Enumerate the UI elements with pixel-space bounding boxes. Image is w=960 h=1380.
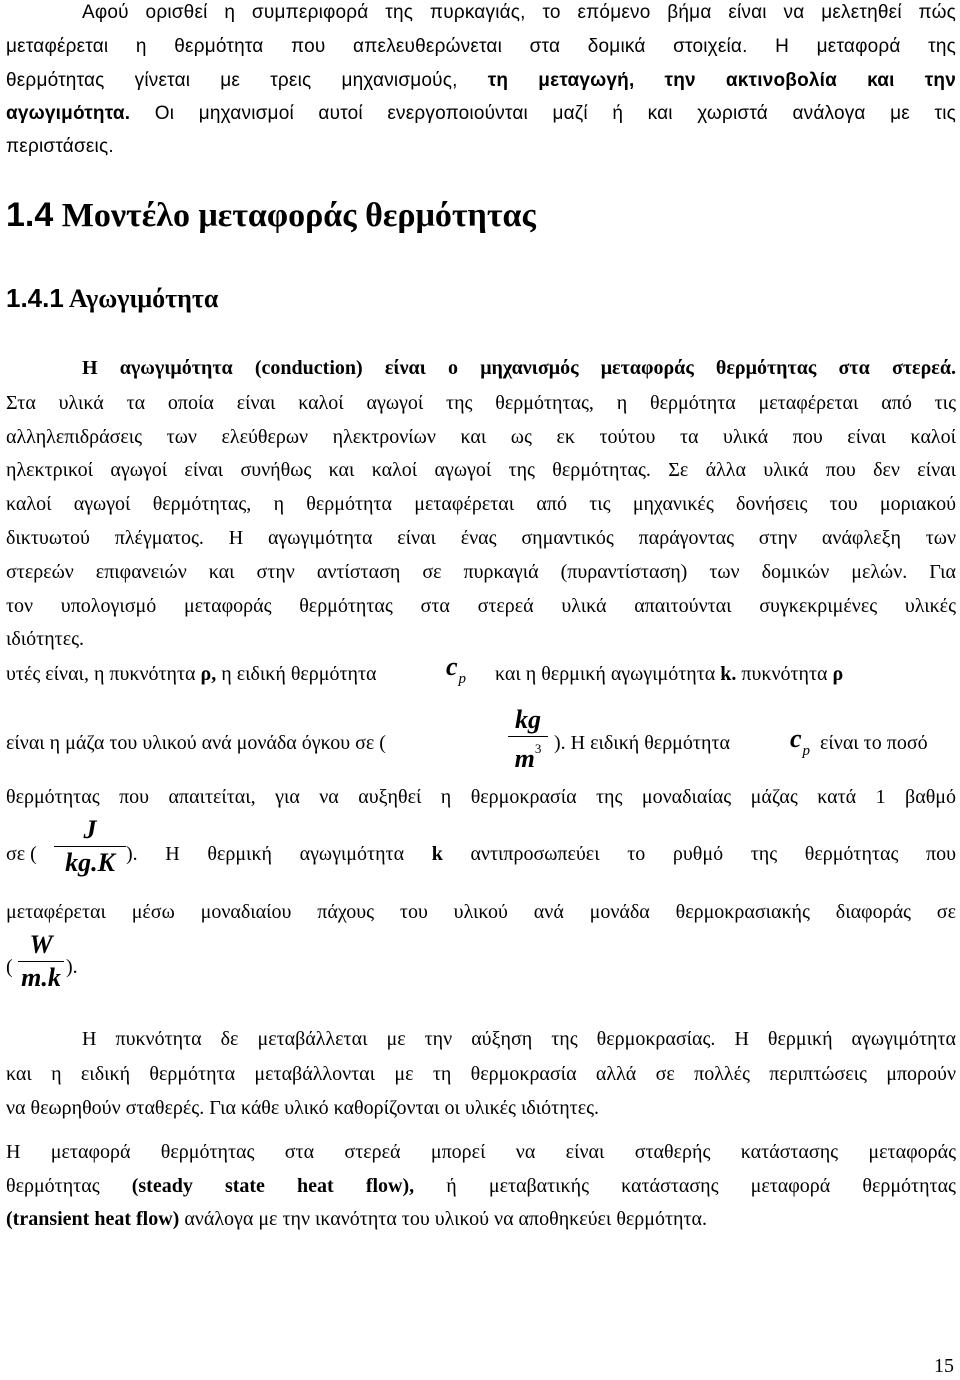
conduction-line-7: τον υπολογισμό μεταφοράς θερμότητας στα στερεά υλικά απαιτούνται συγκεκριμένες υλικές	[6, 595, 956, 617]
specific-heat-symbol	[446, 652, 467, 687]
properties-line-1b	[495, 663, 843, 686]
conduction-line-3: ηλεκτρικοί αγωγοί είναι συνήθως και καλοί αγωγοί της θερμότητας. Σε άλλα υλικά που δεν είναι	[6, 459, 956, 481]
fraction-bar	[508, 736, 548, 737]
page-number: 15	[934, 1355, 954, 1377]
steady-line-1: Η μεταφορά θερμότητας στα στερεά μπορεί να είναι σταθερής κατάστασης μεταφοράς	[6, 1141, 956, 1163]
conduction-line-5: δικτυωτού πλέγματος. Η αγωγιμότητα είναι ένας σημαντικός παράγοντας στην ανάφλεξη των	[6, 527, 956, 549]
conduction-line-8: ιδιότητες.	[6, 628, 85, 650]
temperature-line-2: και η ειδική θερμότητα μεταβάλλονται με τη θερμοκρασία αλλά σε πολλές περιπτώσεις μπορούν	[6, 1063, 956, 1085]
conduction-line-1: Στα υλικά τα οποία είναι καλοί αγωγοί της θερμότητας, η θερμότητα μεταφέρεται από τις	[6, 392, 956, 414]
temperature-line-1: Η πυκνότητα δε μεταβάλλεται με την αύξηση της θερμοκρασίας. Η θερμική αγωγιμότητα	[82, 1028, 956, 1050]
properties-line-6b: ).	[66, 956, 78, 978]
properties-line-3: θερμότητας που απαιτείται, για να αυξηθεί η θερμοκρασία της μοναδιαίας μάζας κατά 1 βαθμό	[6, 786, 956, 808]
fraction-bar-2	[54, 846, 126, 847]
subsection-heading	[6, 283, 218, 314]
properties-line-2b: ). Η ειδική θερμότητα	[554, 732, 730, 754]
properties-text-4e: αντιπροσωπεύει το ρυθμό της θερμότητας που	[442, 843, 956, 865]
section-title: Μοντέλο μεταφοράς θερμότητας	[61, 197, 536, 234]
section-number: 1.4	[6, 196, 54, 234]
density-symbol-2: ρ	[832, 663, 844, 685]
properties-text-1c: η ειδική θερμότητα	[216, 663, 377, 685]
heat-unit-fraction	[54, 816, 126, 877]
heat-unit-numerator: J	[83, 815, 97, 844]
density-symbol: ρ,	[200, 663, 217, 685]
density-unit-numerator: kg	[515, 705, 541, 734]
fraction-bar-3	[18, 961, 64, 962]
cp2-c: c	[790, 724, 802, 753]
density-unit-den-m: m	[514, 743, 535, 773]
properties-line-2c: είναι το ποσό	[820, 732, 928, 754]
intro-line-4	[6, 103, 956, 125]
properties-text-1a: υτές είναι, η πυκνότητα	[6, 663, 201, 685]
density-unit-denominator	[514, 741, 542, 773]
intro-line-5: περιστάσεις.	[6, 136, 114, 157]
steady-text-2c: ή μεταβατικής κατάστασης μεταφορά θερμότητας	[414, 1175, 956, 1197]
conductivity-unit-denominator: m.k	[21, 963, 61, 992]
intro-line-1: Αφού ορισθεί η συμπεριφορά της πυρκαγιάς, το επόμενο βήμα είναι να μελετηθεί πώς	[82, 2, 956, 23]
properties-line-2a: είναι η μάζα του υλικού ανά μονάδα όγκου σε (	[6, 732, 386, 754]
intro-line-3	[6, 70, 956, 92]
density-unit-exp: 3	[534, 741, 542, 756]
subsection-number: 1.4.1	[6, 283, 64, 313]
conductivity-symbol: k.	[720, 663, 737, 685]
temperature-line-3: να θεωρηθούν σταθερές. Για κάθε υλικό καθορίζονται οι υλικές ιδιότητες.	[6, 1097, 600, 1119]
conduction-line-2: αλληλεπιδράσεις των ελεύθερων ηλεκτρονίων και ως εκ τούτου τα υλικά που είναι καλοί	[6, 426, 956, 448]
properties-text-1d: και η θερμική αγωγιμότητα	[495, 663, 721, 685]
properties-line-4b	[126, 843, 956, 866]
conduction-lead: Η αγωγιμότητα (conduction) είναι ο μηχανισμός μεταφοράς θερμότητας στα στερεά.	[82, 357, 956, 379]
intro-line-4a: αγωγιμότητα.	[6, 103, 131, 124]
intro-line-3a: θερμότητας γίνεται με τρεις μηχανισμούς,	[6, 70, 488, 91]
conductivity-unit-numerator: W	[29, 930, 53, 959]
conduction-line-6: στερεών επιφανειών και στην αντίσταση σε πυρκαγιά (πυραντίσταση) των δομικών μελών. Για	[6, 561, 956, 583]
intro-line-3b: τη μεταγωγή, την ακτινοβολία και την	[487, 70, 956, 91]
cp-c: c	[446, 652, 458, 681]
steady-line-3	[6, 1208, 956, 1231]
properties-line-4a: σε (	[6, 843, 37, 865]
steady-text-3b: ανάλογα με την ικανότητα του υλικού να αποθηκεύει θερμότητα.	[179, 1208, 708, 1230]
properties-text-4b: ).	[126, 843, 138, 865]
transient-term: (transient heat flow)	[6, 1208, 180, 1230]
steady-text-2a: θερμότητας	[6, 1175, 132, 1197]
conduction-line-4: καλοί αγωγοί θερμότητας, η θερμότητα μεταφέρεται από τις μηχανικές δονήσεις του μοριακού	[6, 493, 956, 515]
cp-p: p	[458, 671, 467, 687]
steady-line-2	[6, 1175, 956, 1198]
density-unit-fraction	[508, 706, 548, 773]
intro-line-2: μεταφέρεται η θερμότητα που απελευθερώνεται στα δομικά στοιχεία. Η μεταφορά της	[6, 36, 956, 57]
properties-text-1f: πυκνότητα	[736, 663, 833, 685]
properties-line-6a: (	[6, 956, 13, 978]
conductivity-unit-fraction	[18, 931, 64, 992]
subsection-title: Αγωγιμότητα	[68, 284, 219, 313]
conductivity-symbol-2: k	[431, 843, 443, 865]
properties-text-4c: Η θερμική αγωγιμότητα	[137, 843, 432, 865]
section-heading	[6, 196, 536, 235]
properties-line-1	[6, 663, 377, 686]
steady-term: (steady state heat flow),	[131, 1175, 415, 1197]
cp2-p: p	[802, 743, 811, 759]
specific-heat-symbol-2	[790, 724, 811, 759]
heat-unit-denominator: kg.K	[65, 848, 115, 877]
intro-line-4b: Οι μηχανισμοί αυτοί ενεργοποιούνται μαζί ή και χωριστά ανάλογα με τις	[130, 103, 956, 124]
properties-line-5: μεταφέρεται μέσω μοναδιαίου πάχους του υλικού ανά μονάδα θερμοκρασιακής διαφοράς σε	[6, 901, 956, 923]
